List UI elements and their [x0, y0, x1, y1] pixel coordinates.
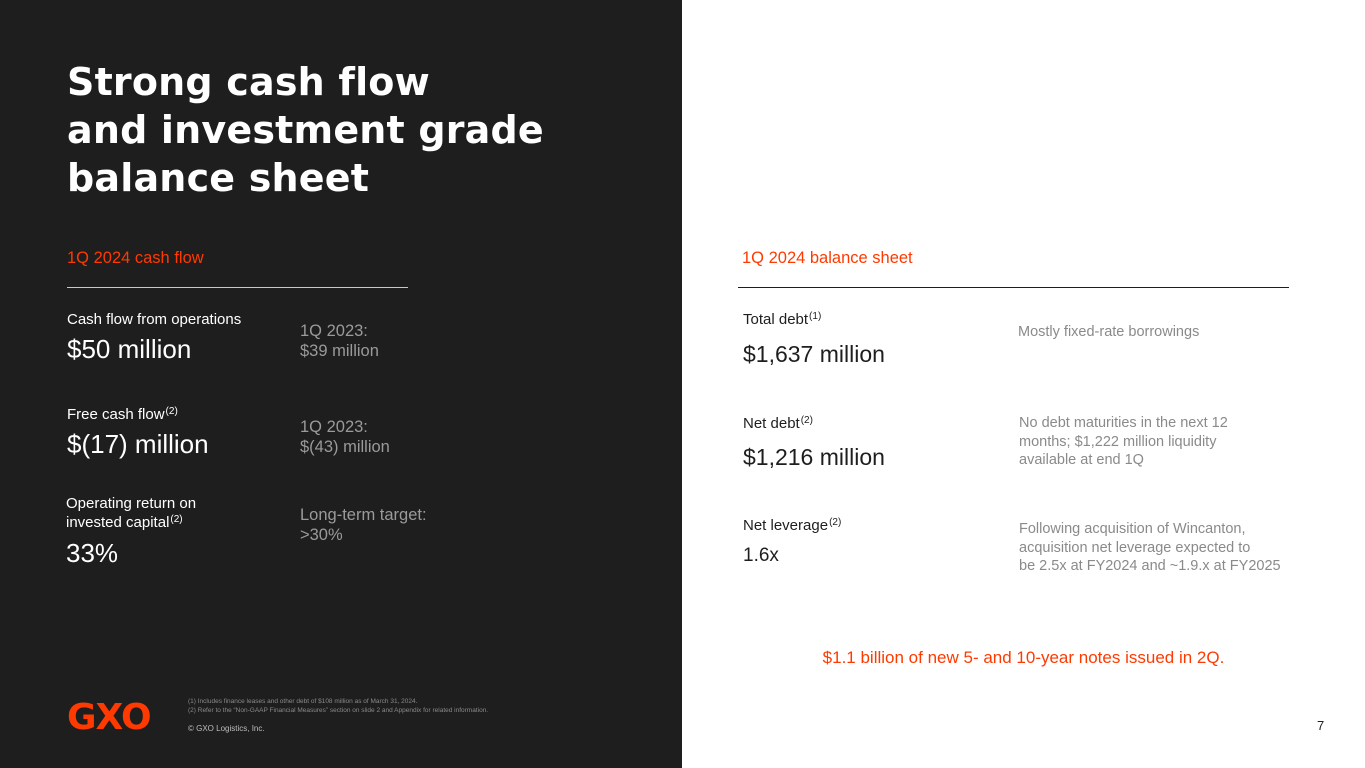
roic-value: 33% [66, 538, 119, 568]
roic-target-line-1: Long-term target: [300, 506, 427, 524]
net-leverage-note [1019, 520, 1281, 576]
net-debt-note [1019, 414, 1228, 470]
title-line-3: balance sheet [67, 156, 370, 200]
cfo-comparison-line-2: $39 million [300, 342, 379, 360]
roic-label-line-2: invested capital [66, 514, 170, 531]
fcf-value: $(17) million [67, 429, 209, 459]
fcf-footnote-marker: (2) [165, 406, 178, 417]
slide-title [67, 58, 627, 202]
fcf-comparison-line-2: $(43) million [300, 438, 390, 456]
net-debt-label-text: Net debt [743, 415, 800, 432]
footnote-2: (2) Refer to the “Non-GAAP Financial Measures” section on slide 2 and Appendix for related information. [188, 706, 489, 714]
fcf-label-text: Free cash flow [67, 406, 165, 423]
roic-target-line-2: >30% [300, 526, 343, 544]
net-leverage-footnote-marker: (2) [829, 517, 842, 528]
cfo-comparison [300, 321, 379, 361]
net-debt-value: $1,216 million [743, 444, 885, 470]
net-leverage-value: 1.6x [743, 545, 779, 566]
net-debt-footnote-marker: (2) [800, 415, 813, 426]
total-debt-value: $1,637 million [743, 341, 885, 367]
balance-sheet-heading: 1Q 2024 balance sheet [742, 249, 913, 267]
title-line-1: Strong cash flow [67, 60, 430, 104]
gxo-logo [67, 698, 159, 732]
total-debt-note [1018, 323, 1199, 342]
net-debt-note-line-1: No debt maturities in the next 12 [1019, 415, 1228, 431]
total-debt-footnote-marker: (1) [809, 311, 822, 322]
total-debt-label [743, 310, 821, 329]
net-debt-note-line-3: available at end 1Q [1019, 452, 1144, 468]
roic-label-line-1: Operating return on [66, 495, 197, 512]
net-leverage-label [743, 516, 841, 535]
fcf-comparison-line-1: 1Q 2023: [300, 418, 368, 436]
cfo-value: $50 million [67, 334, 192, 364]
balance-sheet-divider [738, 287, 1289, 288]
copyright: © GXO Logistics, Inc. [188, 724, 265, 733]
net-debt-label [743, 414, 813, 433]
net-debt-note-line-2: months; $1,222 million liquidity [1019, 433, 1217, 450]
roic-target [300, 505, 427, 545]
gxo-logo-text: GXO [67, 698, 151, 732]
net-leverage-note-line-3: be 2.5x at FY2024 and ~1.9.x at FY2025 [1019, 558, 1281, 574]
fcf-label [67, 405, 178, 424]
cash-flow-divider [67, 287, 408, 288]
roic-label [66, 494, 196, 532]
page-number: 7 [1317, 718, 1325, 733]
net-leverage-label-text: Net leverage [743, 517, 829, 534]
footnotes [188, 698, 488, 715]
cash-flow-heading: 1Q 2024 cash flow [67, 249, 204, 267]
cfo-label: Cash flow from operations [67, 311, 242, 328]
fcf-comparison [300, 417, 390, 457]
total-debt-label-text: Total debt [743, 311, 809, 328]
net-leverage-note-line-2: acquisition net leverage expected to [1019, 539, 1251, 556]
roic-footnote-marker: (2) [170, 514, 183, 525]
footnote-1: (1) Includes finance leases and other debt of $108 million as of March 31, 2024. [188, 698, 418, 705]
title-line-2: and investment grade [67, 108, 544, 152]
net-leverage-note-line-1: Following acquisition of Wincanton, [1019, 521, 1246, 537]
cfo-comparison-line-1: 1Q 2023: [300, 322, 368, 340]
notes-issued-headline: $1.1 billion of new 5- and 10-year notes issued in 2Q. [822, 648, 1225, 667]
total-debt-note-line-1: Mostly fixed-rate borrowings [1018, 324, 1200, 340]
